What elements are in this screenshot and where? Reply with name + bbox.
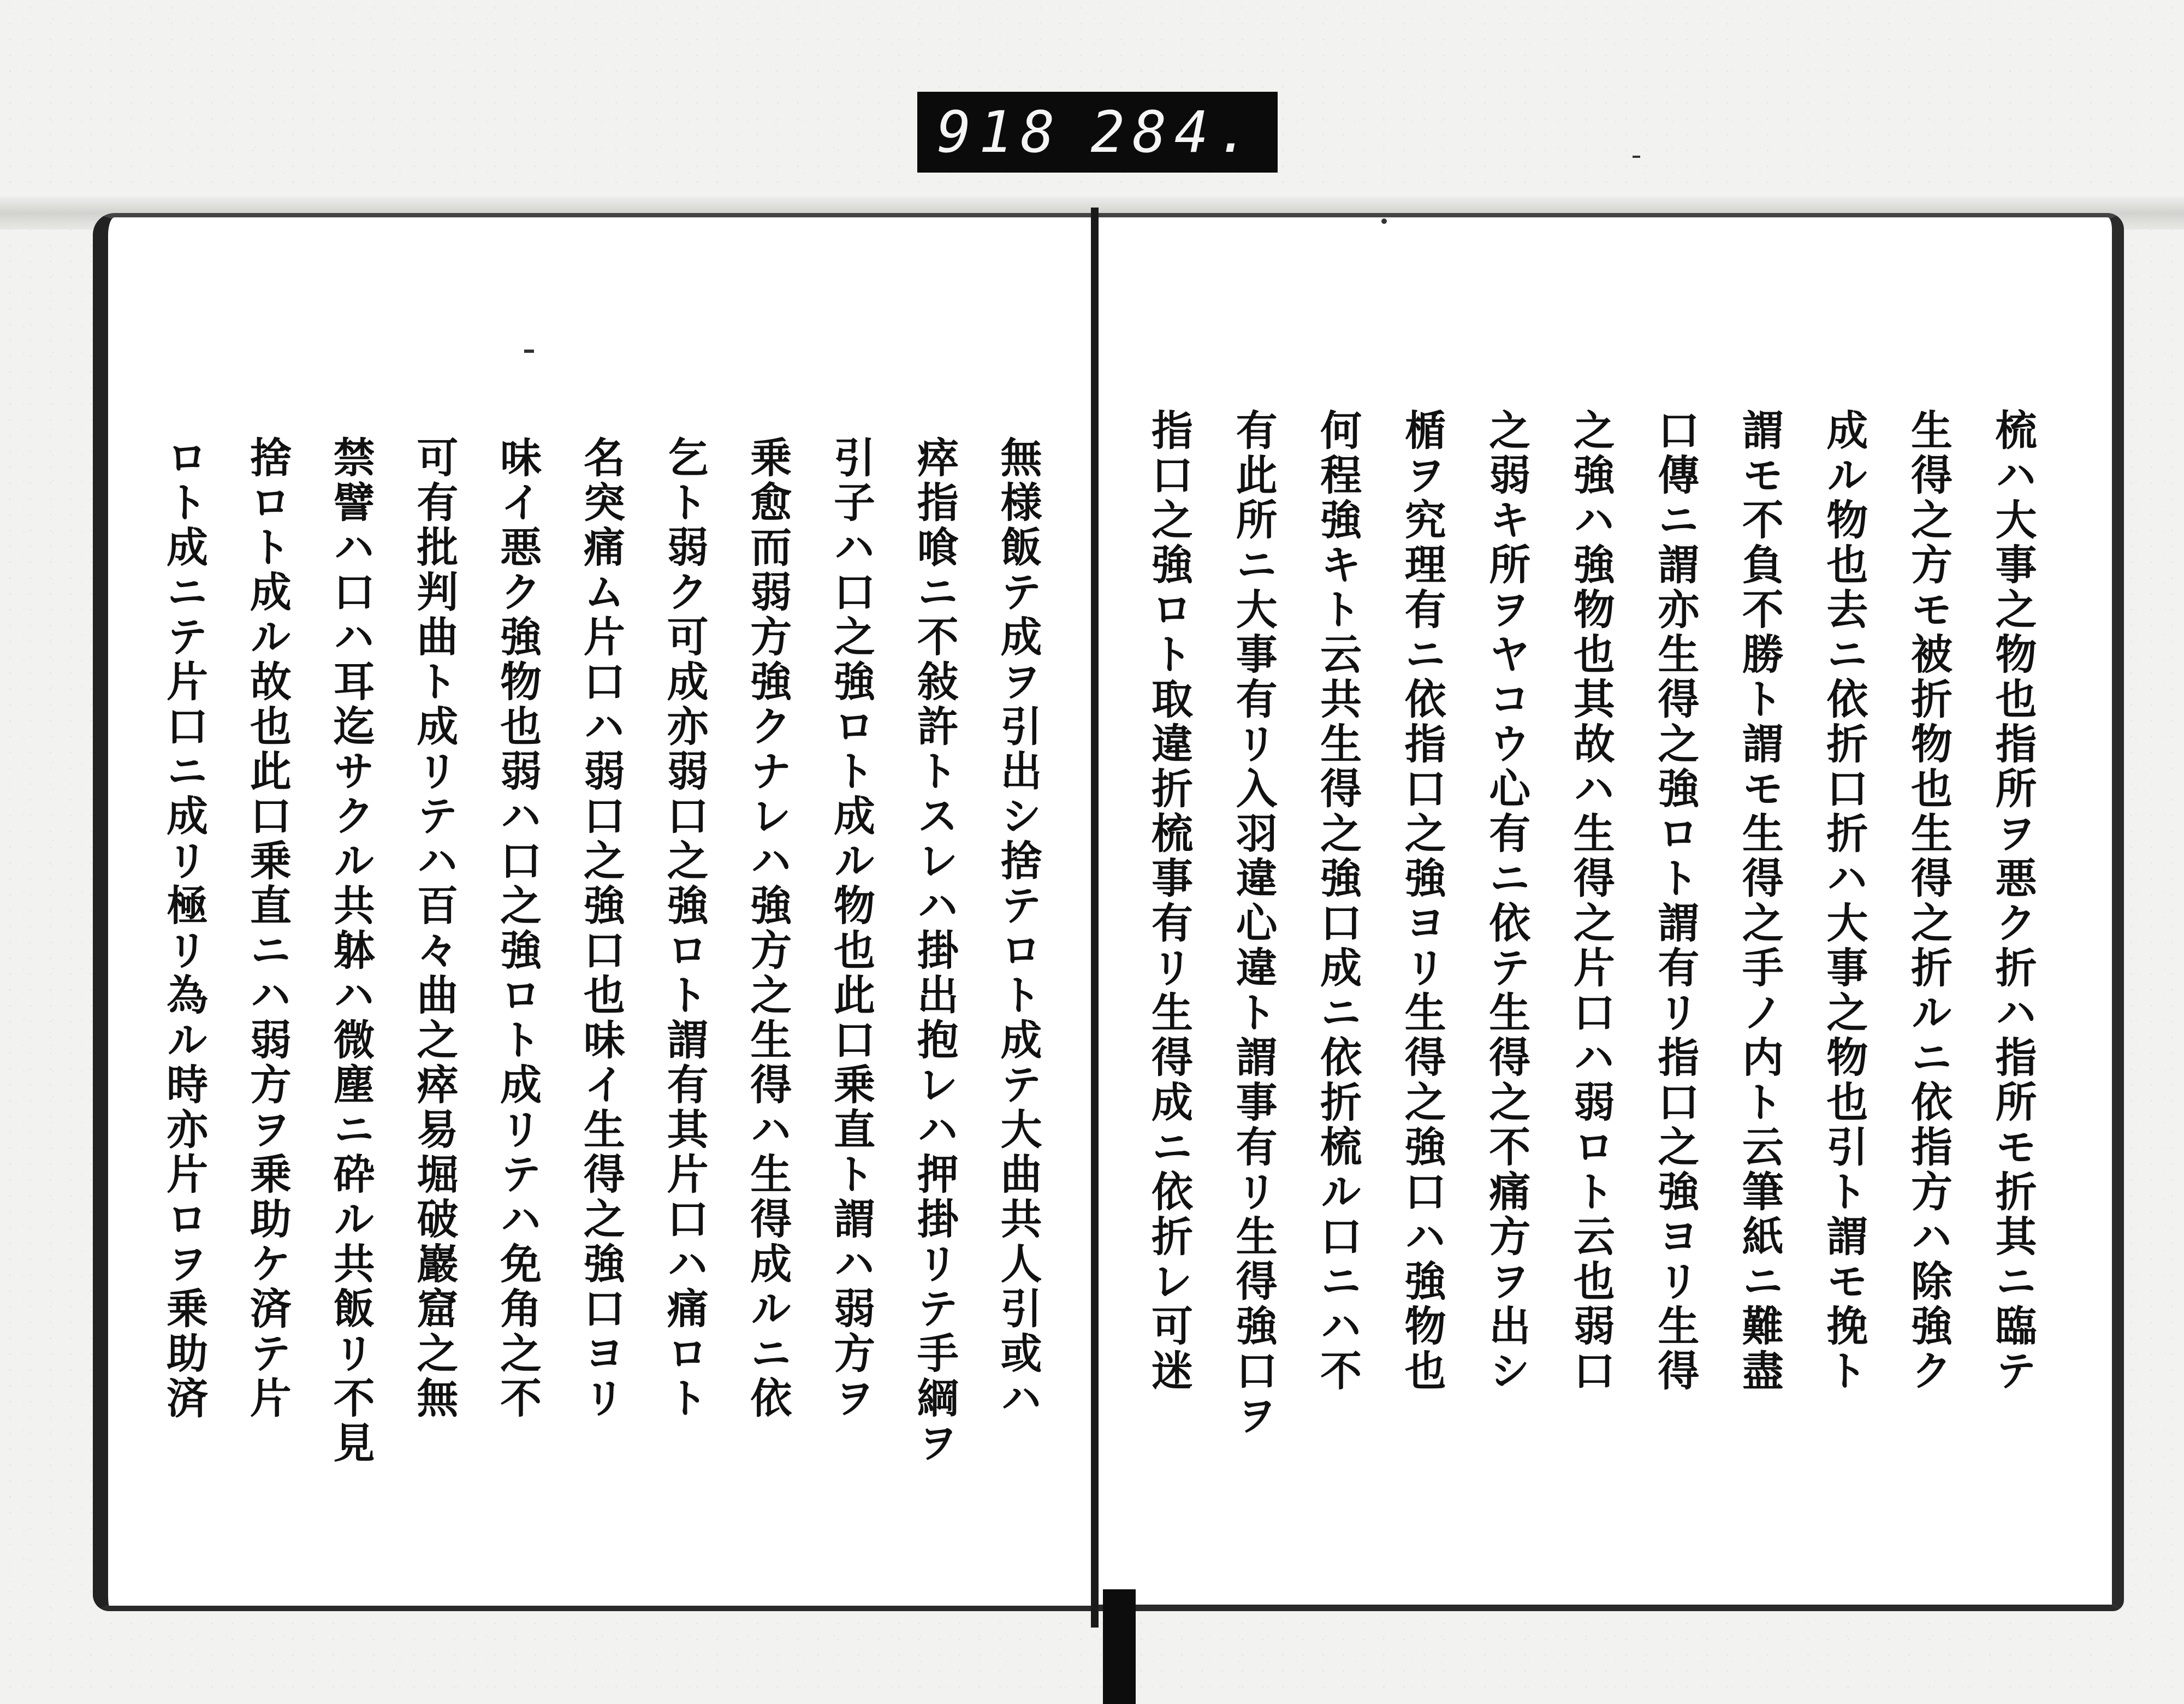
text-column: 謂モ不負不勝ト謂モ生得之手ノ内ト云筆紙ニ難盡 <box>1735 409 1784 1394</box>
text-column: 可有批判曲ト成リテハ百々曲之瘁易堀破巖窟之無 <box>410 436 459 1421</box>
text-column: 梳ハ大事之物也指所ヲ悪ク折ハ指所モ折其ニ臨テ <box>1989 409 2037 1394</box>
open-book <box>82 197 2135 1628</box>
text-column: ロト成ニテ片口ニ成リ極リ為ル時亦片ロヲ乗助済 <box>159 436 209 1421</box>
scan-dust-mark <box>1633 156 1640 158</box>
text-column: 生得之方モ被折物也生得之折ルニ依指方ハ除強ク <box>1904 409 1953 1394</box>
text-column: 禁譬ハ口ハ耳迄サクル共躰ハ微塵ニ砕ル共飯リ不見 <box>327 436 376 1466</box>
book-gutter <box>1091 208 1099 1628</box>
scan-dust-mark <box>1381 218 1387 224</box>
text-column: 指口之強ロト取違折梳事有リ生得成ニ依折レ可迷 <box>1144 409 1194 1394</box>
text-column: 乞ト弱ク可成亦弱口之強ロト謂有其片口ハ痛ロト <box>660 436 709 1421</box>
text-column: 成ル物也去ニ依折口折ハ大事之物也引ト謂モ挽ト <box>1819 409 1868 1394</box>
text-column: 引子ハ口之強ロト成ル物也此口乗直ト謂ハ弱方ヲ <box>827 436 876 1421</box>
text-column: 何程強キト云共生得之強口成ニ依折梳ル口ニハ不 <box>1313 409 1362 1394</box>
scan-dust-mark <box>524 350 534 353</box>
left-page-text <box>146 436 1064 1528</box>
text-column: 味イ悪ク強物也弱ハ口之強ロト成リテハ免角之不 <box>493 436 542 1421</box>
text-column: 口傳ニ謂亦生得之強ロト謂有リ指口之強ヨリ生得 <box>1651 409 1700 1394</box>
text-column: 捨ロト成ル故也此口乗直ニハ弱方ヲ乗助ケ済テ片 <box>243 436 292 1421</box>
text-column: 之強ハ強物也其故ハ生得之片口ハ弱ロト云也弱口 <box>1566 409 1616 1394</box>
frame-number-left: 918 <box>937 99 1063 165</box>
text-column: 有此所ニ大事有リ入羽違心違ト謂事有リ生得強口ヲ <box>1229 409 1278 1439</box>
frame-number-right: 284. <box>1090 99 1258 165</box>
text-column: 瘁指喰ニ不敍許トスレハ掛出抱レハ押掛リテ手綱ヲ <box>910 436 959 1466</box>
spine-tab <box>1103 1589 1136 1704</box>
text-column: 乗愈而弱方強クナレハ強方之生得ハ生得成ルニ依 <box>743 436 792 1421</box>
right-page <box>1097 213 2124 1611</box>
text-column: 無様飯テ成ヲ引出シ捨テロト成テ大曲共人引或ハ <box>994 436 1042 1421</box>
left-page <box>93 213 1097 1611</box>
text-column: 楯ヲ究理有ニ依指口之強ヨリ生得之強口ハ強物也 <box>1398 409 1447 1394</box>
right-page-text <box>1130 409 2058 1501</box>
text-column: 名突痛ム片口ハ弱口之強口也味イ生得之強口ヨリ <box>577 436 626 1421</box>
microfilm-frame-label <box>917 92 1278 173</box>
text-column: 之弱キ所ヲヤコウ心有ニ依テ生得之不痛方ヲ出シ <box>1482 409 1531 1394</box>
